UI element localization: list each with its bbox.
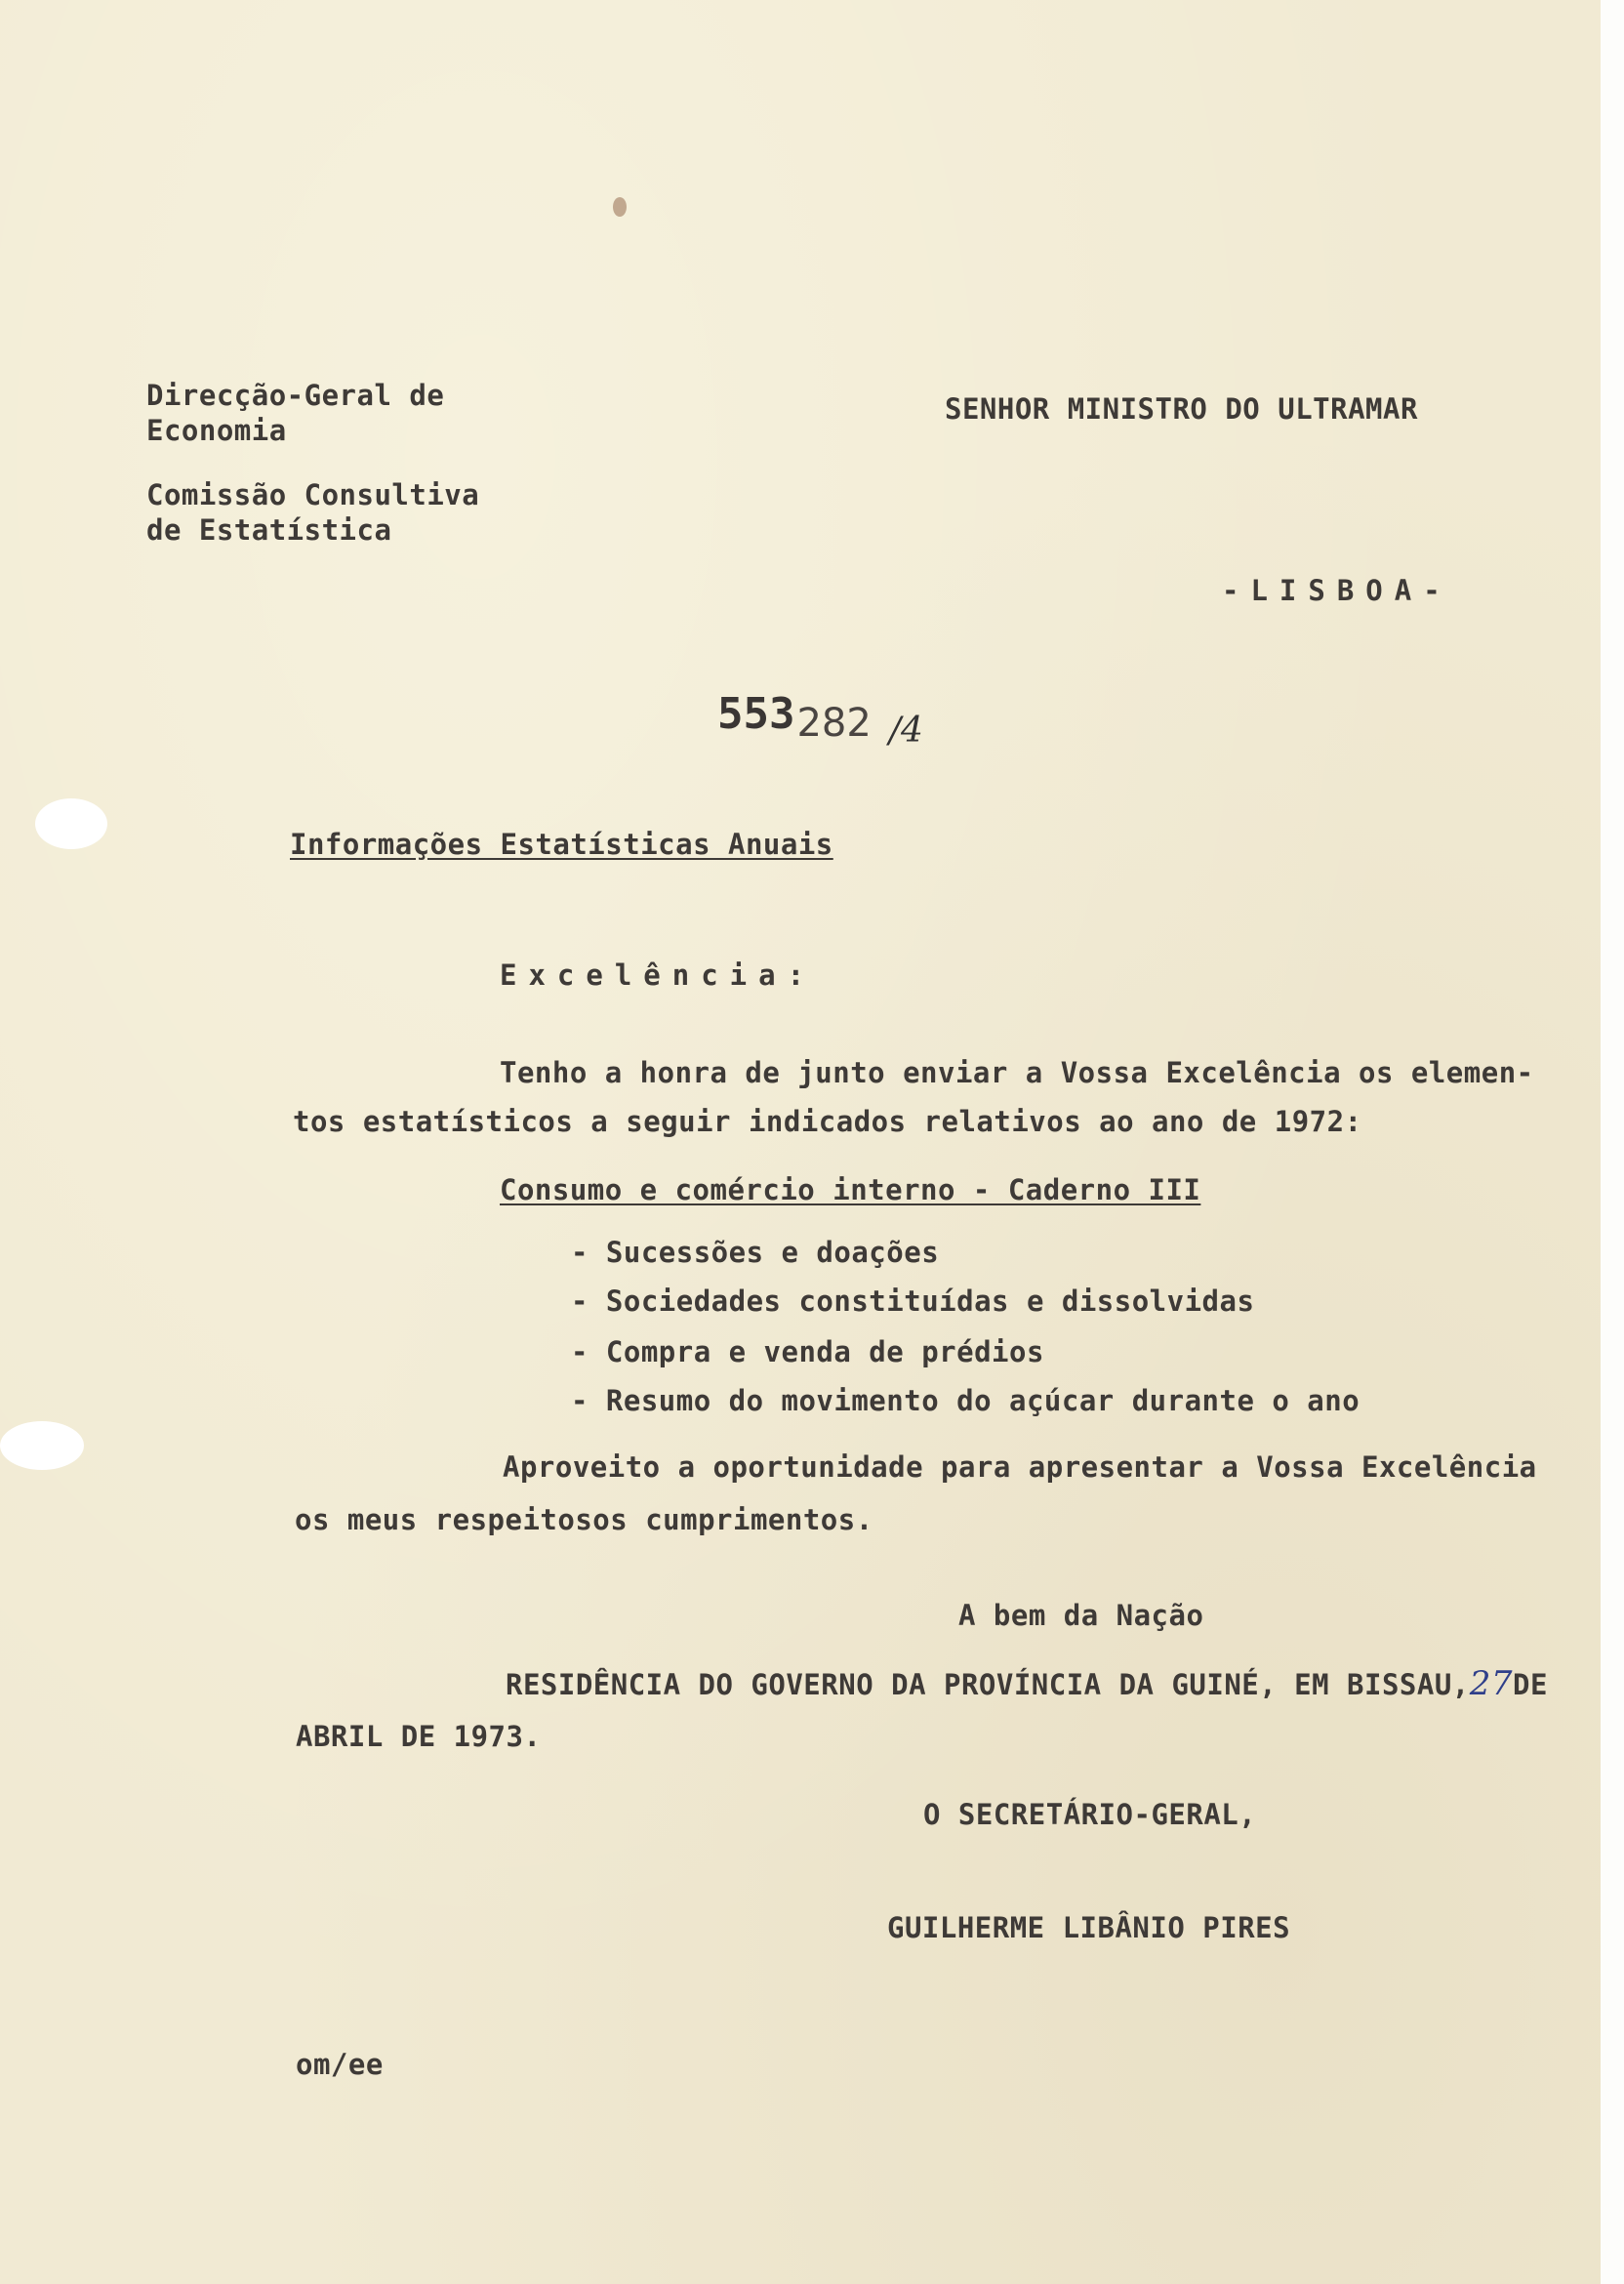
list-item: - Resumo do movimento do açúcar durante o ano — [571, 1384, 1360, 1417]
list-item: - Sociedades constituídas e dissolvidas — [571, 1285, 1255, 1318]
section-title: Consumo e comércio interno - Caderno III — [500, 1173, 1201, 1206]
place-date-line-1 — [506, 1664, 1548, 1703]
closing-line-1: Aproveito a oportunidade para apresentar a Vossa Excelência — [503, 1450, 1537, 1484]
valediction: A bem da Nação — [958, 1599, 1204, 1632]
ink-spot — [613, 197, 627, 217]
place-date-line-2: ABRIL DE 1973. — [296, 1720, 542, 1753]
handwritten-day: 27 — [1469, 1664, 1514, 1703]
reference-number — [717, 689, 923, 751]
typist-initials: om/ee — [296, 2048, 384, 2081]
reference-number-suffix: 282 — [796, 701, 872, 746]
commission-line-2: de Estatística — [146, 513, 392, 547]
recipient-city: -LISBOA- — [1222, 574, 1452, 607]
signatory-title: O SECRETÁRIO-GERAL, — [923, 1798, 1257, 1831]
list-item: - Sucessões e doações — [571, 1236, 940, 1269]
closing-line-2: os meus respeitosos cumprimentos. — [295, 1503, 873, 1536]
recipient: SENHOR MINISTRO DO ULTRAMAR — [945, 392, 1418, 426]
commission-line-1: Comissão Consultiva — [146, 478, 480, 511]
body-intro-line-1: Tenho a honra de junto enviar a Vossa Excelência os elemen- — [500, 1056, 1534, 1089]
signatory-name: GUILHERME LIBÂNIO PIRES — [887, 1911, 1291, 1944]
place-date-suffix: DE — [1513, 1668, 1548, 1701]
scan-margin — [1601, 0, 1624, 2284]
punch-hole-upper — [35, 798, 107, 849]
salutation: Excelência: — [500, 958, 817, 992]
body-intro-line-2: tos estatísticos a seguir indicados relativos ao ano de 1972: — [293, 1105, 1362, 1138]
reference-number-prefix: 553 — [717, 689, 795, 739]
list-item: - Compra e venda de prédios — [571, 1335, 1044, 1368]
department-line-2: Economia — [146, 414, 287, 447]
department-line-1: Direcção-Geral de — [146, 379, 445, 412]
punch-hole-lower — [0, 1421, 84, 1470]
subject: Informações Estatísticas Anuais — [290, 828, 833, 861]
place-date-prefix: RESIDÊNCIA DO GOVERNO DA PROVÍNCIA DA GUINÉ, EM BISSAU, — [506, 1668, 1470, 1701]
reference-number-annotation: /4 — [888, 711, 923, 751]
